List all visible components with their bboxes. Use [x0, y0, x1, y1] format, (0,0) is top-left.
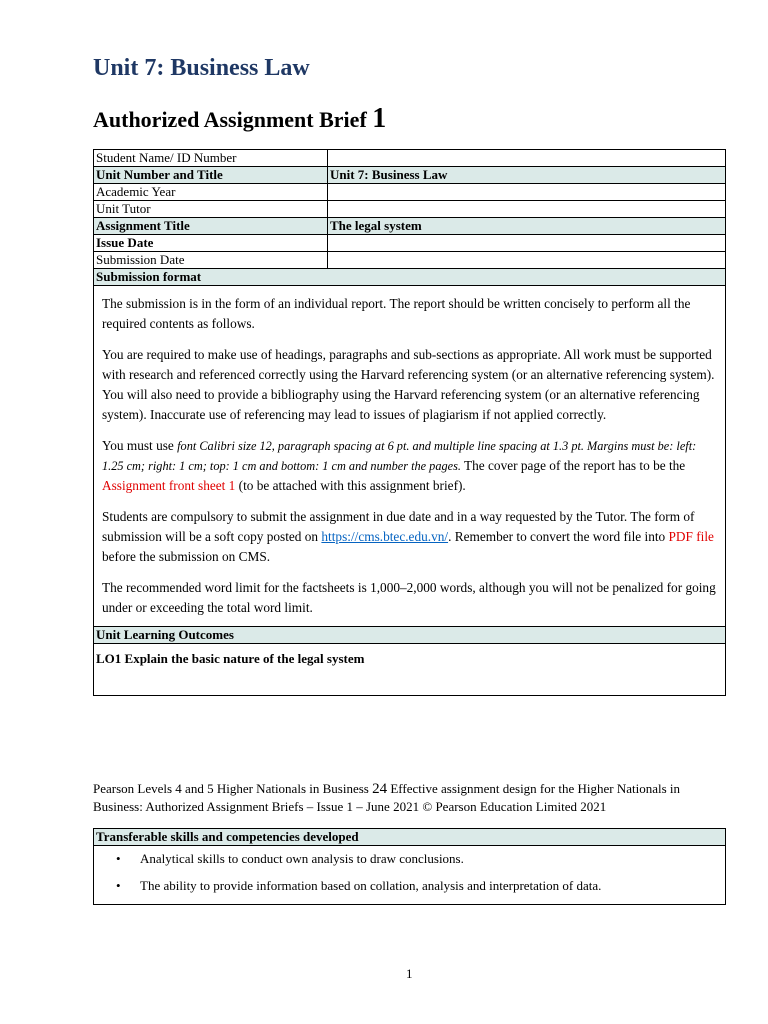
- assignment-info-table: [93, 149, 726, 696]
- row-label: Student Name/ ID Number: [94, 150, 328, 167]
- learning-outcome-row: [94, 644, 726, 696]
- list-item: • Analytical skills to conduct own analysis to draw conclusions.: [140, 850, 723, 867]
- p3-start: You must use: [102, 438, 178, 453]
- formatting-requirements: font Calibri size 12, paragraph spacing at 6 pt. and multiple line spacing at 1.3 pt. Margins must be: left: 1.25 cm; right: 1 cm; top: 1 cm and bottom: 1 cm and number the pages.: [102, 439, 697, 473]
- p3-mid: The cover page of the report has to be the: [460, 458, 686, 473]
- submission-paragraph-1: The submission is in the form of an individual report. The report should be written concisely to perform all the required contents as follows.: [102, 296, 691, 331]
- front-sheet-reference: Assignment front sheet 1: [102, 478, 236, 493]
- table-row: [94, 167, 726, 184]
- row-value: The legal system: [328, 218, 726, 235]
- unit-title: Unit 7: Business Law: [93, 55, 310, 81]
- footer-part-2: Effective assignment design for the Higher Nationals in Business: Authorized Assignment Briefs – Issue 1 – June 2021 © Pearson Education Limited 2021: [93, 781, 680, 814]
- skills-header-row: [94, 829, 726, 846]
- table-row: [94, 252, 726, 269]
- brief-title-text: Authorized Assignment Brief: [93, 107, 367, 132]
- row-label: Academic Year: [94, 184, 328, 201]
- submission-paragraph-4: [102, 507, 717, 567]
- submission-body: [94, 286, 726, 627]
- learning-outcomes-heading: Unit Learning Outcomes: [94, 627, 726, 644]
- p4-end: before the submission on CMS.: [102, 549, 271, 564]
- pdf-file-reference: PDF file: [668, 529, 714, 544]
- row-value: [328, 184, 726, 201]
- row-label: Unit Tutor: [94, 201, 328, 218]
- table-row: [94, 218, 726, 235]
- row-value: Unit 7: Business Law: [328, 167, 726, 184]
- row-label: Submission Date: [94, 252, 328, 269]
- skills-body-row: [94, 846, 726, 905]
- p4-mid: . Remember to convert the word file into: [448, 529, 669, 544]
- submission-body-row: [94, 286, 726, 627]
- p3-end: (to be attached with this assignment brief).: [235, 478, 466, 493]
- table-row: [94, 235, 726, 252]
- submission-paragraph-5: The recommended word limit for the factsheets is 1,000–2,000 words, although you will not be penalized for going under or exceeding the total word limit.: [102, 580, 716, 615]
- skills-list: [96, 850, 723, 894]
- row-label: Assignment Title: [94, 218, 328, 235]
- list-item: • The ability to provide information based on collation, analysis and interpretation of data.: [140, 877, 723, 894]
- table-row: [94, 201, 726, 218]
- brief-title: [93, 103, 386, 135]
- row-value: [328, 235, 726, 252]
- row-value: [328, 150, 726, 167]
- cms-link[interactable]: https://cms.btec.edu.vn/: [321, 529, 449, 544]
- skills-table: [93, 828, 726, 905]
- submission-format-header-row: [94, 269, 726, 286]
- row-value: [328, 201, 726, 218]
- brief-number: 1: [372, 103, 387, 134]
- row-label: Issue Date: [94, 235, 328, 252]
- footer-part-1: Pearson Levels 4 and 5 Higher Nationals in Business: [93, 781, 373, 796]
- submission-paragraph-3: [102, 436, 717, 496]
- skills-heading: Transferable skills and competencies developed: [94, 829, 726, 846]
- table-row: [94, 150, 726, 167]
- page-number: 1: [406, 966, 413, 981]
- footer-page-ref: 24: [372, 781, 388, 797]
- p4-start: Students are compulsory to submit the assignment in due date and in a way requested by the Tutor. The form of submission will be a soft copy posted on: [102, 509, 695, 544]
- skills-list-cell: [94, 846, 726, 905]
- submission-paragraph-2: You are required to make use of headings, paragraphs and sub-sections as appropriate. All work must be supported with research and referenced correctly using the Harvard referencing system (or an alternative referencing system). You will also need to provide a bibliography using the Harvard referencing system (or an alternative referencing system). Inaccurate use of referencing may lead to issues of plagiarism if not applied correctly.: [102, 347, 715, 422]
- learning-outcomes-header-row: [94, 627, 726, 644]
- table-row: [94, 184, 726, 201]
- row-label: Unit Number and Title: [94, 167, 328, 184]
- submission-format-heading: Submission format: [94, 269, 726, 286]
- learning-outcome-1: LO1 Explain the basic nature of the legal system: [94, 644, 726, 696]
- pearson-footer: [93, 780, 733, 815]
- row-value: [328, 252, 726, 269]
